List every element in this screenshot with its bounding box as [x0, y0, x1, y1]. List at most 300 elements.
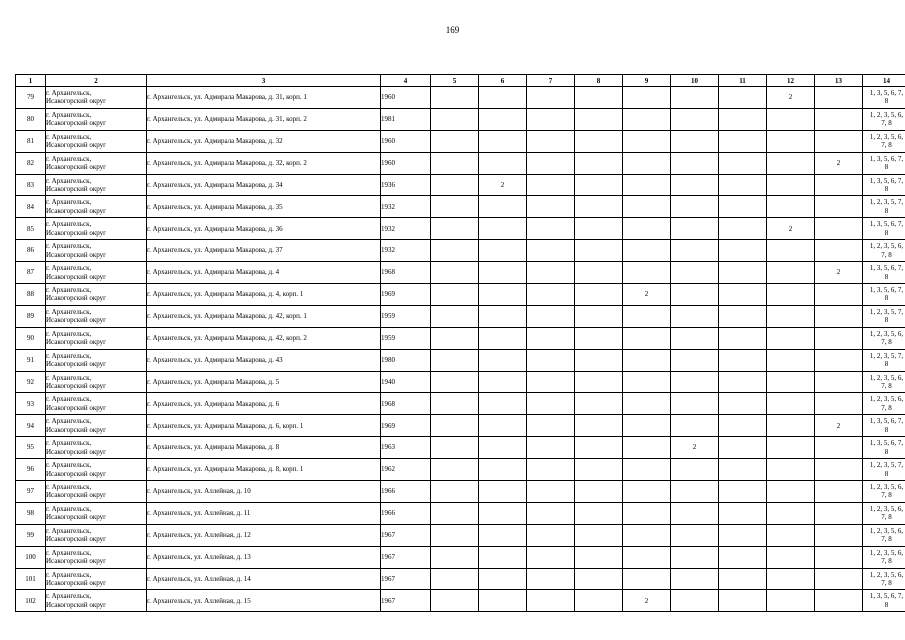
- value-cell: [815, 393, 863, 415]
- value-cell: [623, 305, 671, 327]
- value-cell: [431, 87, 479, 109]
- value-cell: [815, 196, 863, 218]
- value-cell: [623, 87, 671, 109]
- value-cell: [815, 502, 863, 524]
- year-cell: 1963: [381, 437, 431, 459]
- codes-cell: 1, 2, 3, 5, 6, 7, 8: [863, 327, 905, 349]
- codes-cell: 1, 3, 5, 6, 7, 8: [863, 152, 905, 174]
- value-cell: [527, 437, 575, 459]
- district-cell: г. Архангельск, Исакогорский округ: [46, 502, 147, 524]
- value-cell: [671, 349, 719, 371]
- value-cell: [527, 174, 575, 196]
- value-cell: 2: [815, 152, 863, 174]
- value-cell: [527, 393, 575, 415]
- row-number: 86: [16, 240, 46, 262]
- value-cell: [575, 349, 623, 371]
- year-cell: 1968: [381, 393, 431, 415]
- value-cell: [767, 108, 815, 130]
- value-cell: [671, 524, 719, 546]
- district-cell: г. Архангельск, Исакогорский округ: [46, 218, 147, 240]
- value-cell: [719, 568, 767, 590]
- value-cell: [767, 393, 815, 415]
- value-cell: [527, 371, 575, 393]
- page-number: 169: [445, 25, 460, 35]
- value-cell: [479, 108, 527, 130]
- value-cell: [479, 437, 527, 459]
- value-cell: [431, 371, 479, 393]
- column-header: 8: [575, 75, 623, 87]
- value-cell: [431, 502, 479, 524]
- value-cell: [479, 393, 527, 415]
- address-cell: г. Архангельск, ул. Адмирала Макарова, д. 43: [147, 349, 381, 371]
- row-number: 94: [16, 415, 46, 437]
- table-row: [16, 349, 905, 371]
- codes-cell: 1, 3, 5, 6, 7, 8: [863, 284, 905, 306]
- column-header: 13: [815, 75, 863, 87]
- value-cell: [815, 108, 863, 130]
- row-number: 88: [16, 284, 46, 306]
- address-cell: г. Архангельск, ул. Аллейная, д. 11: [147, 502, 381, 524]
- value-cell: [815, 437, 863, 459]
- value-cell: [575, 590, 623, 612]
- value-cell: [575, 546, 623, 568]
- row-number: 93: [16, 393, 46, 415]
- address-cell: г. Архангельск, ул. Аллейная, д. 14: [147, 568, 381, 590]
- value-cell: 2: [479, 174, 527, 196]
- address-cell: г. Архангельск, ул. Адмирала Макарова, д. 32: [147, 130, 381, 152]
- value-cell: [767, 305, 815, 327]
- address-cell: г. Архангельск, ул. Адмирала Макарова, д. 6, корп. 1: [147, 415, 381, 437]
- value-cell: [767, 174, 815, 196]
- address-cell: г. Архангельск, ул. Адмирала Макарова, д. 6: [147, 393, 381, 415]
- row-number: 99: [16, 524, 46, 546]
- value-cell: [815, 174, 863, 196]
- district-cell: г. Архангельск, Исакогорский округ: [46, 240, 147, 262]
- value-cell: [575, 481, 623, 503]
- value-cell: [479, 262, 527, 284]
- value-cell: [815, 240, 863, 262]
- codes-cell: 1, 3, 5, 6, 7, 8: [863, 590, 905, 612]
- value-cell: [671, 262, 719, 284]
- table-row: [16, 196, 905, 218]
- column-header: 12: [767, 75, 815, 87]
- value-cell: [671, 305, 719, 327]
- codes-cell: 1, 3, 5, 6, 7, 8: [863, 174, 905, 196]
- address-cell: г. Архангельск, ул. Адмирала Макарова, д. 31, корп. 1: [147, 87, 381, 109]
- address-cell: г. Архангельск, ул. Аллейная, д. 13: [147, 546, 381, 568]
- value-cell: [527, 130, 575, 152]
- row-number: 85: [16, 218, 46, 240]
- value-cell: [527, 218, 575, 240]
- value-cell: [623, 262, 671, 284]
- value-cell: [719, 327, 767, 349]
- value-cell: [479, 130, 527, 152]
- address-cell: г. Архангельск, ул. Адмирала Макарова, д. 32, корп. 2: [147, 152, 381, 174]
- column-header: 14: [863, 75, 905, 87]
- column-header: 6: [479, 75, 527, 87]
- value-cell: [719, 524, 767, 546]
- value-cell: [431, 459, 479, 481]
- codes-cell: 1, 2, 3, 5, 7, 8: [863, 459, 905, 481]
- value-cell: [671, 546, 719, 568]
- value-cell: [767, 459, 815, 481]
- address-cell: г. Архангельск, ул. Адмирала Макарова, д. 8, корп. 1: [147, 459, 381, 481]
- value-cell: [671, 371, 719, 393]
- address-cell: г. Архангельск, ул. Адмирала Макарова, д. 37: [147, 240, 381, 262]
- value-cell: [431, 174, 479, 196]
- value-cell: [575, 327, 623, 349]
- table-row: [16, 524, 905, 546]
- registry-table: [15, 74, 905, 612]
- value-cell: [623, 393, 671, 415]
- value-cell: [815, 87, 863, 109]
- value-cell: [671, 240, 719, 262]
- value-cell: [671, 415, 719, 437]
- value-cell: [815, 481, 863, 503]
- table-row: [16, 459, 905, 481]
- value-cell: [479, 218, 527, 240]
- value-cell: [479, 349, 527, 371]
- district-cell: г. Архангельск, Исакогорский округ: [46, 305, 147, 327]
- value-cell: [527, 327, 575, 349]
- value-cell: [767, 590, 815, 612]
- value-cell: [527, 481, 575, 503]
- value-cell: [527, 568, 575, 590]
- table-row: [16, 218, 905, 240]
- year-cell: 1932: [381, 240, 431, 262]
- table-body: [16, 87, 905, 612]
- value-cell: [671, 481, 719, 503]
- row-number: 83: [16, 174, 46, 196]
- value-cell: [431, 152, 479, 174]
- address-cell: г. Архангельск, ул. Аллейная, д. 15: [147, 590, 381, 612]
- value-cell: [623, 481, 671, 503]
- value-cell: 2: [815, 262, 863, 284]
- year-cell: 1967: [381, 546, 431, 568]
- value-cell: [527, 546, 575, 568]
- value-cell: [671, 87, 719, 109]
- value-cell: [767, 415, 815, 437]
- value-cell: [479, 590, 527, 612]
- value-cell: [575, 437, 623, 459]
- district-cell: г. Архангельск, Исакогорский округ: [46, 524, 147, 546]
- value-cell: [479, 481, 527, 503]
- row-number: 98: [16, 502, 46, 524]
- value-cell: [719, 393, 767, 415]
- value-cell: [527, 240, 575, 262]
- district-cell: г. Архангельск, Исакогорский округ: [46, 108, 147, 130]
- district-cell: г. Архангельск, Исакогорский округ: [46, 196, 147, 218]
- value-cell: [479, 327, 527, 349]
- district-cell: г. Архангельск, Исакогорский округ: [46, 437, 147, 459]
- value-cell: [767, 371, 815, 393]
- value-cell: [767, 568, 815, 590]
- value-cell: [815, 284, 863, 306]
- codes-cell: 1, 3, 5, 6, 7, 8: [863, 218, 905, 240]
- value-cell: [431, 481, 479, 503]
- value-cell: [623, 524, 671, 546]
- value-cell: [623, 196, 671, 218]
- value-cell: [623, 327, 671, 349]
- district-cell: г. Архангельск, Исакогорский округ: [46, 371, 147, 393]
- district-cell: г. Архангельск, Исакогорский округ: [46, 130, 147, 152]
- value-cell: [575, 305, 623, 327]
- row-number: 82: [16, 152, 46, 174]
- value-cell: [719, 196, 767, 218]
- value-cell: [431, 568, 479, 590]
- value-cell: [719, 174, 767, 196]
- district-cell: г. Архангельск, Исакогорский округ: [46, 152, 147, 174]
- value-cell: [431, 196, 479, 218]
- table-row: [16, 284, 905, 306]
- value-cell: [479, 415, 527, 437]
- table-row: [16, 415, 905, 437]
- value-cell: [623, 349, 671, 371]
- value-cell: [575, 174, 623, 196]
- table-row: [16, 327, 905, 349]
- value-cell: [479, 568, 527, 590]
- value-cell: [575, 524, 623, 546]
- value-cell: [719, 349, 767, 371]
- value-cell: [767, 152, 815, 174]
- column-header: 11: [719, 75, 767, 87]
- district-cell: г. Архангельск, Исакогорский округ: [46, 327, 147, 349]
- value-cell: [719, 130, 767, 152]
- table-row: [16, 305, 905, 327]
- value-cell: [431, 130, 479, 152]
- value-cell: [623, 174, 671, 196]
- value-cell: [479, 87, 527, 109]
- value-cell: [671, 174, 719, 196]
- row-number: 90: [16, 327, 46, 349]
- value-cell: [431, 590, 479, 612]
- value-cell: [815, 371, 863, 393]
- row-number: 102: [16, 590, 46, 612]
- value-cell: [767, 130, 815, 152]
- value-cell: 2: [671, 437, 719, 459]
- value-cell: 2: [767, 218, 815, 240]
- value-cell: [479, 240, 527, 262]
- value-cell: [575, 196, 623, 218]
- value-cell: [671, 196, 719, 218]
- value-cell: [623, 130, 671, 152]
- value-cell: [671, 459, 719, 481]
- value-cell: [671, 590, 719, 612]
- value-cell: [623, 240, 671, 262]
- value-cell: [431, 108, 479, 130]
- row-number: 96: [16, 459, 46, 481]
- column-header: 7: [527, 75, 575, 87]
- table-row: [16, 152, 905, 174]
- row-number: 95: [16, 437, 46, 459]
- value-cell: [815, 130, 863, 152]
- value-cell: [527, 590, 575, 612]
- value-cell: [527, 459, 575, 481]
- codes-cell: 1, 2, 3, 5, 6, 7, 8: [863, 108, 905, 130]
- address-cell: г. Архангельск, ул. Адмирала Макарова, д. 8: [147, 437, 381, 459]
- codes-cell: 1, 2, 3, 5, 6, 7, 8: [863, 393, 905, 415]
- value-cell: [479, 546, 527, 568]
- codes-cell: 1, 2, 3, 5, 6, 7, 8: [863, 371, 905, 393]
- year-cell: 1960: [381, 152, 431, 174]
- district-cell: г. Архангельск, Исакогорский округ: [46, 481, 147, 503]
- year-cell: 1959: [381, 327, 431, 349]
- table-row: [16, 130, 905, 152]
- codes-cell: 1, 3, 5, 6, 7, 8: [863, 415, 905, 437]
- table-row: [16, 568, 905, 590]
- year-cell: 1936: [381, 174, 431, 196]
- value-cell: [527, 524, 575, 546]
- row-number: 81: [16, 130, 46, 152]
- year-cell: 1967: [381, 524, 431, 546]
- codes-cell: 1, 2, 3, 5, 6, 7, 8: [863, 568, 905, 590]
- address-cell: г. Архангельск, ул. Адмирала Макарова, д. 4, корп. 1: [147, 284, 381, 306]
- value-cell: [623, 371, 671, 393]
- value-cell: [767, 262, 815, 284]
- value-cell: [575, 284, 623, 306]
- value-cell: [431, 349, 479, 371]
- value-cell: [527, 305, 575, 327]
- year-cell: 1967: [381, 568, 431, 590]
- column-header: 10: [671, 75, 719, 87]
- value-cell: [815, 349, 863, 371]
- value-cell: [431, 305, 479, 327]
- value-cell: 2: [815, 415, 863, 437]
- table-row: [16, 502, 905, 524]
- address-cell: г. Архангельск, ул. Адмирала Макарова, д. 42, корп. 2: [147, 327, 381, 349]
- column-header: 5: [431, 75, 479, 87]
- value-cell: 2: [623, 590, 671, 612]
- column-header: 3: [147, 75, 381, 87]
- codes-cell: 1, 2, 3, 5, 7, 8: [863, 349, 905, 371]
- value-cell: [575, 415, 623, 437]
- codes-cell: 1, 3, 5, 6, 7, 8: [863, 437, 905, 459]
- value-cell: [431, 262, 479, 284]
- value-cell: [815, 590, 863, 612]
- value-cell: [623, 152, 671, 174]
- value-cell: [527, 415, 575, 437]
- value-cell: [623, 568, 671, 590]
- codes-cell: 1, 3, 5, 6, 7, 8: [863, 262, 905, 284]
- value-cell: 2: [767, 87, 815, 109]
- column-header: 2: [46, 75, 147, 87]
- value-cell: [527, 284, 575, 306]
- address-cell: г. Архангельск, ул. Адмирала Макарова, д. 4: [147, 262, 381, 284]
- value-cell: [575, 459, 623, 481]
- year-cell: 1962: [381, 459, 431, 481]
- value-cell: [527, 196, 575, 218]
- address-cell: г. Архангельск, ул. Адмирала Макарова, д. 5: [147, 371, 381, 393]
- value-cell: [719, 108, 767, 130]
- year-cell: 1966: [381, 502, 431, 524]
- value-cell: [719, 305, 767, 327]
- value-cell: [719, 371, 767, 393]
- codes-cell: 1, 2, 3, 5, 7, 8: [863, 196, 905, 218]
- year-cell: 1959: [381, 305, 431, 327]
- value-cell: [575, 568, 623, 590]
- value-cell: [719, 152, 767, 174]
- row-number: 92: [16, 371, 46, 393]
- value-cell: [479, 284, 527, 306]
- year-cell: 1960: [381, 87, 431, 109]
- value-cell: [575, 262, 623, 284]
- value-cell: [431, 284, 479, 306]
- value-cell: [815, 327, 863, 349]
- value-cell: [767, 546, 815, 568]
- value-cell: [575, 393, 623, 415]
- address-cell: г. Архангельск, ул. Адмирала Макарова, д. 31, корп. 2: [147, 108, 381, 130]
- value-cell: [623, 437, 671, 459]
- table-row: [16, 590, 905, 612]
- value-cell: [719, 218, 767, 240]
- value-cell: [479, 371, 527, 393]
- value-cell: [719, 481, 767, 503]
- codes-cell: 1, 2, 3, 5, 6, 7, 8: [863, 481, 905, 503]
- address-cell: г. Архангельск, ул. Адмирала Макарова, д. 34: [147, 174, 381, 196]
- row-number: 80: [16, 108, 46, 130]
- year-cell: 1966: [381, 481, 431, 503]
- value-cell: [479, 305, 527, 327]
- value-cell: [719, 502, 767, 524]
- year-cell: 1980: [381, 349, 431, 371]
- row-number: 101: [16, 568, 46, 590]
- value-cell: [431, 240, 479, 262]
- value-cell: [623, 108, 671, 130]
- row-number: 97: [16, 481, 46, 503]
- value-cell: [623, 218, 671, 240]
- district-cell: г. Архангельск, Исакогорский округ: [46, 284, 147, 306]
- value-cell: [671, 502, 719, 524]
- district-cell: г. Архангельск, Исакогорский округ: [46, 415, 147, 437]
- value-cell: [623, 502, 671, 524]
- value-cell: [431, 524, 479, 546]
- value-cell: [767, 524, 815, 546]
- value-cell: [575, 108, 623, 130]
- value-cell: [767, 196, 815, 218]
- address-cell: г. Архангельск, ул. Адмирала Макарова, д. 35: [147, 196, 381, 218]
- year-cell: 1967: [381, 590, 431, 612]
- value-cell: [623, 415, 671, 437]
- codes-cell: 1, 2, 3, 5, 6, 7, 8: [863, 546, 905, 568]
- column-header: 4: [381, 75, 431, 87]
- codes-cell: 1, 2, 3, 5, 7, 8: [863, 305, 905, 327]
- value-cell: [671, 152, 719, 174]
- table-row: [16, 437, 905, 459]
- value-cell: [431, 546, 479, 568]
- district-cell: г. Архангельск, Исакогорский округ: [46, 546, 147, 568]
- year-cell: 1981: [381, 108, 431, 130]
- address-cell: г. Архангельск, ул. Адмирала Макарова, д. 42, корп. 1: [147, 305, 381, 327]
- value-cell: [671, 218, 719, 240]
- value-cell: [815, 546, 863, 568]
- value-cell: [767, 349, 815, 371]
- year-cell: 1969: [381, 415, 431, 437]
- value-cell: [527, 87, 575, 109]
- district-cell: г. Архангельск, Исакогорский округ: [46, 568, 147, 590]
- value-cell: [575, 87, 623, 109]
- codes-cell: 1, 2, 3, 5, 6, 7, 8: [863, 240, 905, 262]
- row-number: 84: [16, 196, 46, 218]
- value-cell: [527, 262, 575, 284]
- value-cell: [575, 130, 623, 152]
- value-cell: [671, 284, 719, 306]
- value-cell: [815, 218, 863, 240]
- row-number: 91: [16, 349, 46, 371]
- value-cell: [671, 393, 719, 415]
- table-row: [16, 371, 905, 393]
- value-cell: [767, 240, 815, 262]
- value-cell: [767, 284, 815, 306]
